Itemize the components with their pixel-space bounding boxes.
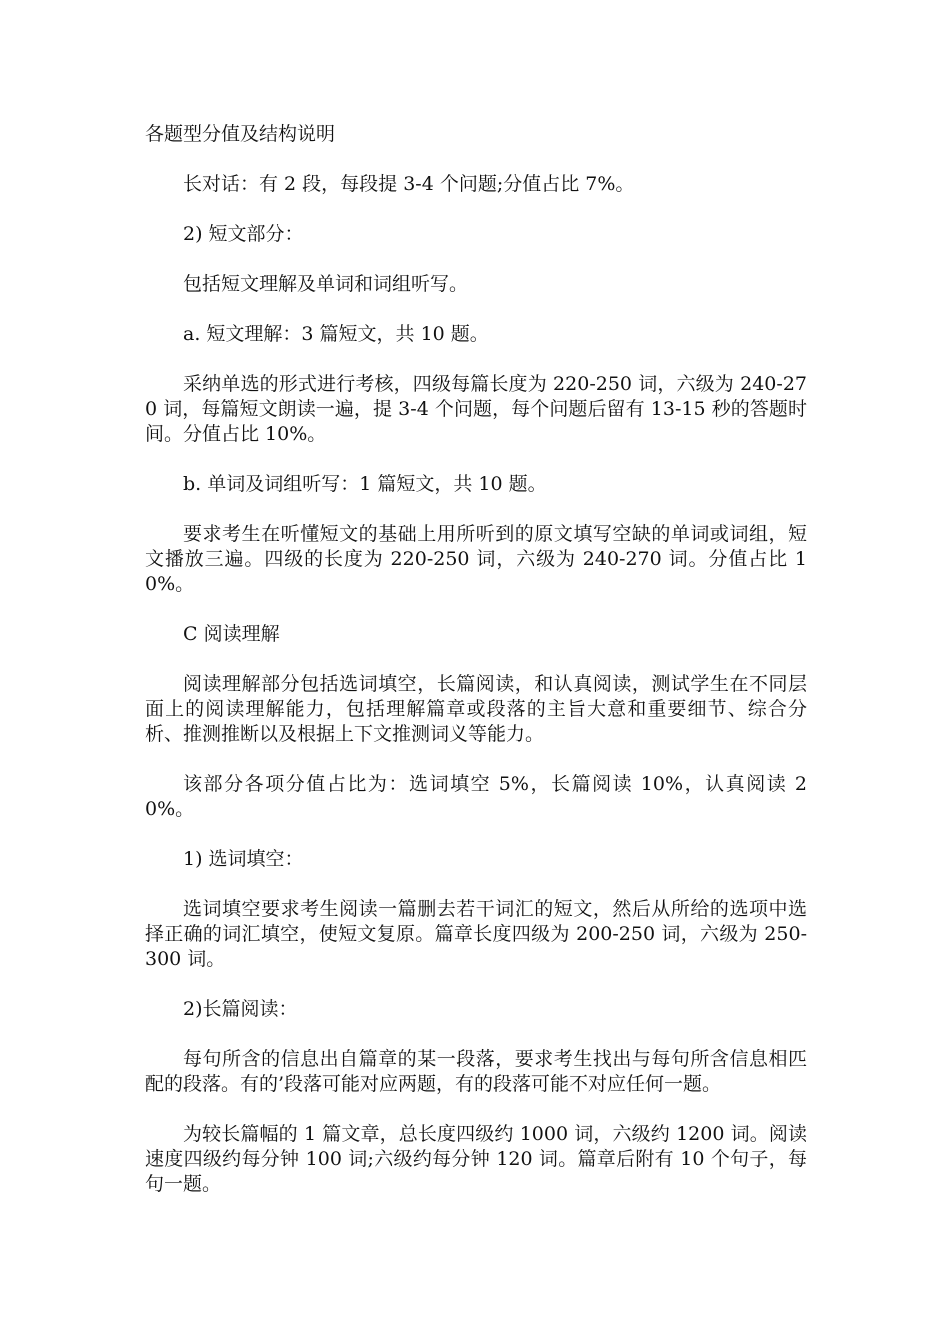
paragraph-reading-heading: C 阅读理解 — [183, 623, 280, 645]
paragraph-comprehension-detail: 采纳单选的形式进行考核，四级每篇长度为 220-250 词，六级为 240-270 词，每篇短文朗读一遍，提 3-4 个问题，每个问题后留有 13-15 秒的答题时间。分值占比 10%。 — [145, 373, 807, 445]
paragraph-long-reading-heading: 2)长篇阅读： — [183, 998, 298, 1020]
paragraph-long-reading-detail: 每句所含的信息出自篇章的某一段落，要求考生找出与每句所含信息相匹配的段落。有的’段落可能对应两题，有的段落可能不对应任何一题。 — [145, 1048, 807, 1095]
paragraph-reading-weights: 该部分各项分值占比为：选词填空 5%，长篇阅读 10%，认真阅读 20%。 — [145, 773, 807, 820]
paragraph-cloze-detail: 选词填空要求考生阅读一篇删去若干词汇的短文，然后从所给的选项中选择正确的词汇填空，使短文复原。篇章长度四级为 200-250 词，六级为 250-300 词。 — [145, 898, 807, 970]
paragraph-long-dialogue: 长对话：有 2 段，每段提 3-4 个问题;分值占比 7%。 — [183, 173, 635, 195]
document-body — [145, 122, 807, 1222]
paragraph-section-short-passage: 2) 短文部分： — [183, 223, 304, 245]
paragraph-short-passage-intro: 包括短文理解及单词和词组听写。 — [183, 273, 469, 295]
document-title: 各题型分值及结构说明 — [145, 123, 336, 145]
paragraph-dictation-heading: b. 单词及词组听写：1 篇短文，共 10 题。 — [183, 473, 547, 495]
paragraph-long-reading-length: 为较长篇幅的 1 篇文章，总长度四级约 1000 词，六级约 1200 词。阅读速度四级约每分钟 100 词;六级约每分钟 120 词。篇章后附有 10 个句子，每句一题。 — [145, 1123, 807, 1195]
paragraph-reading-intro: 阅读理解部分包括选词填空，长篇阅读，和认真阅读，测试学生在不同层面上的阅读理解能力，包括理解篇章或段落的主旨大意和重要细节、综合分析、推测推断以及根据上下文推测词义等能力。 — [145, 673, 807, 745]
paragraph-cloze-heading: 1) 选词填空： — [183, 848, 304, 870]
paragraph-comprehension-heading: a. 短文理解：3 篇短文，共 10 题。 — [183, 323, 489, 345]
paragraph-dictation-detail: 要求考生在听懂短文的基础上用所听到的原文填写空缺的单词或词组，短文播放三遍。四级的长度为 220-250 词，六级为 240-270 词。分值占比 10%。 — [145, 523, 807, 595]
